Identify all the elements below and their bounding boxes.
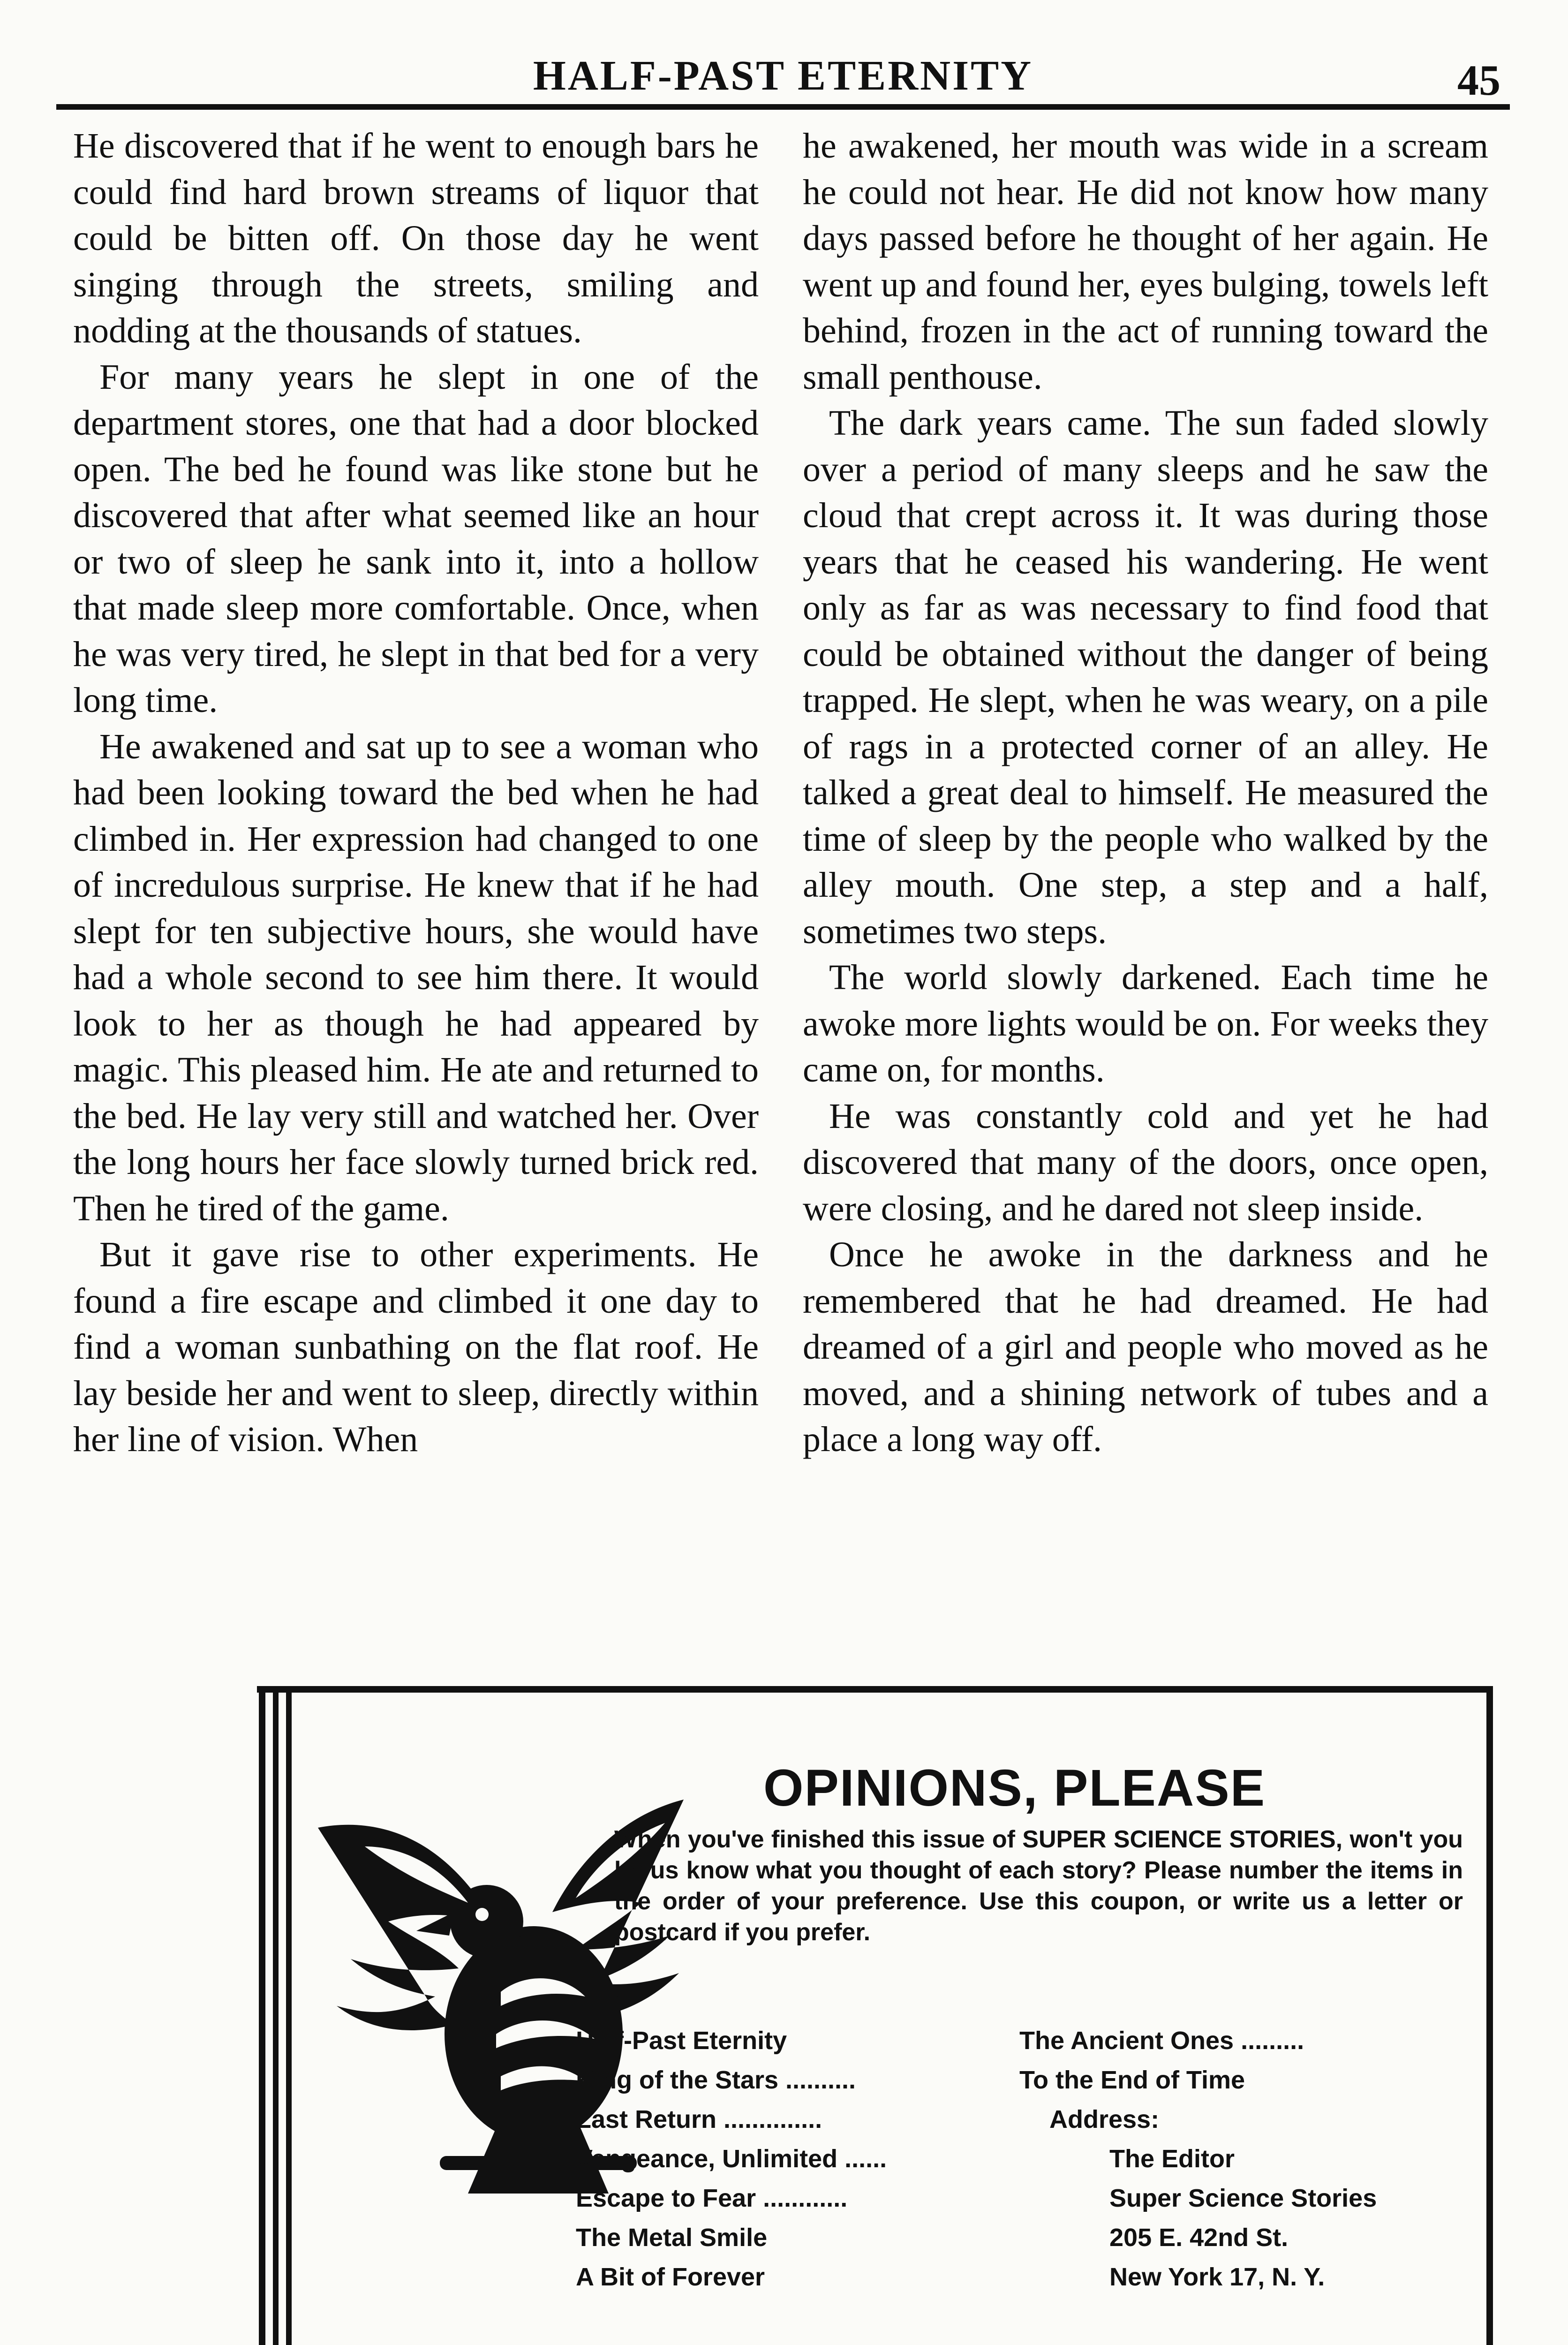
paragraph: But it gave rise to other experiments. He found a fire escape and climbed it one day to find a woman sunbathing on the flat roof. He lay beside her and went to sleep, directly within her line of vision. When <box>73 1235 759 1459</box>
opinions-coupon <box>257 1686 1493 2345</box>
story-item: Last Return .............. <box>576 2105 822 2133</box>
story-item: King of the Stars .......... <box>576 2066 856 2094</box>
story-item: Escape to Fear ............ <box>576 2184 848 2212</box>
page-number: 45 <box>1457 56 1500 104</box>
left-text-column <box>73 123 759 1661</box>
paragraph: For many years he slept in one of the department stores, one that had a door blocked open. The bed he found was like stone but he discovered that after what seemed like an hour or two of sleep he sank into it, into a hollow that made sleep more comfortable. Once, when he was very tired, he slept in that bed for a very long time. <box>73 357 759 720</box>
paragraph: The world slowly darkened. Each time he awoke more lights would be on. For weeks they came on, for months. <box>803 958 1488 1089</box>
paragraph: The dark years came. The sun faded slowly over a period of many sleeps and he saw the cloud that crept across it. It was during those years that he ceased his wandering. He went only as far as was necessary to find food that could be obtained without the danger of being trapped. He slept, when he was weary, on a pile of rags in a protected corner of an alley. He talked a great deal to himself. He measured the time of sleep by the people who walked by the alley mouth. One step, a step and a half, sometimes two steps. <box>803 403 1488 951</box>
address-line: Super Science Stories <box>1109 2184 1377 2212</box>
story-item: The Metal Smile <box>576 2224 768 2252</box>
paragraph: He awakened and sat up to see a woman who had been looking toward the bed when he had climbed in. Her expression had changed to one of incredulous surprise. He knew that if he had slept for ten subjective hours, she would have had a whole second to see him there. It would look to her as though he had appeared by magic. This pleased him. He ate and returned to the bed. He lay very still and watched her. Over the long hours her face slowly turned brick red. Then he tired of the game. <box>73 726 759 1228</box>
story-list-left <box>576 2021 998 2297</box>
paragraph: Once he awoke in the darkness and he remembered that he had dreamed. He had dreamed of a girl and people who moved as he moved, and a shining network of tubes and a place a long way off. <box>803 1235 1488 1459</box>
coupon-side-bars <box>259 1693 306 2345</box>
story-item: The Ancient Ones ......... <box>1019 2027 1304 2055</box>
coupon-intro: When you've finished this issue of SUPER SCIENCE STORIES, won't you let us know what you thought of each story? Please number the items in the order of your preference. Use this coupon, or write us a letter or postcard if you prefer. <box>614 1826 1463 1946</box>
story-item: Vengeance, Unlimited ...... <box>576 2145 887 2173</box>
paragraph: he awakened, her mouth was wide in a scream he could not hear. He did not know how many days passed before he thought of her again. He went up and found her, eyes bulging, towels left behind, frozen in the act of running toward the small penthouse. <box>803 126 1488 397</box>
story-item: Half-Past Eternity <box>576 2027 787 2055</box>
right-text-column <box>803 123 1488 1661</box>
address-line: New York 17, N. Y. <box>1109 2263 1325 2291</box>
running-title: HALF-PAST ETERNITY <box>533 53 1033 99</box>
address-label: Address: <box>1049 2105 1160 2133</box>
story-item: A Bit of Forever <box>576 2263 765 2291</box>
coupon-heading: OPINIONS, PLEASE <box>763 1759 1266 1817</box>
address-line: 205 E. 42nd St. <box>1109 2224 1289 2252</box>
story-item: To the End of Time <box>1019 2066 1245 2094</box>
header-rule <box>56 104 1510 110</box>
running-header <box>56 33 1510 103</box>
address-line: The Editor <box>1109 2145 1235 2173</box>
story-list-right <box>1019 2021 1470 2100</box>
paragraph: He was constantly cold and yet he had discovered that many of the doors, once open, were closing, and he dared not sleep inside. <box>803 1096 1488 1228</box>
paragraph: He discovered that if he went to enough bars he could find hard brown streams of liquor that could be bitten off. On those day he went singing through the streets, smiling and nodding at the thousands of statues. <box>73 126 759 350</box>
editor-address <box>1049 2100 1471 2297</box>
